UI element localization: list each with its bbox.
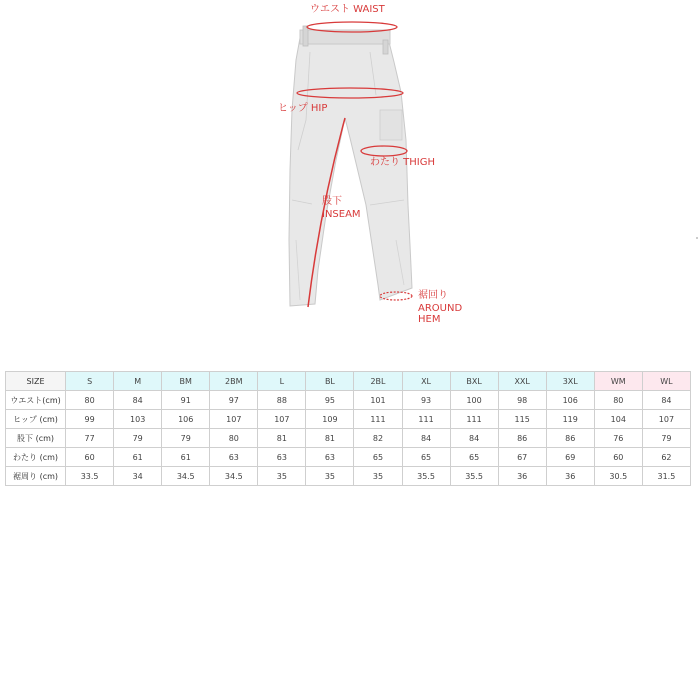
table-cell: 79: [162, 429, 210, 448]
header-cell: BM: [162, 372, 210, 391]
table-cell: 111: [402, 410, 450, 429]
table-cell: 107: [210, 410, 258, 429]
row-label: 股下 (cm): [6, 429, 66, 448]
table-cell: 79: [642, 429, 690, 448]
table-cell: 34: [114, 467, 162, 486]
cargo-pocket: [380, 110, 402, 140]
table-cell: 63: [210, 448, 258, 467]
table-row: [6, 467, 691, 486]
table-cell: 65: [450, 448, 498, 467]
header-cell: SIZE: [6, 372, 66, 391]
table-cell: 101: [354, 391, 402, 410]
table-cell: 99: [66, 410, 114, 429]
table-cell: 98: [498, 391, 546, 410]
table-cell: 97: [210, 391, 258, 410]
table-cell: 80: [594, 391, 642, 410]
header-cell: WM: [594, 372, 642, 391]
table-cell: 36: [498, 467, 546, 486]
pants-body: [289, 38, 412, 306]
table-cell: 103: [114, 410, 162, 429]
header-cell: WL: [642, 372, 690, 391]
table-cell: 60: [66, 448, 114, 467]
table-cell: 88: [258, 391, 306, 410]
table-cell: 61: [114, 448, 162, 467]
hem-label-jp: 裾回り: [418, 290, 448, 301]
header-cell: S: [66, 372, 114, 391]
table-cell: 80: [210, 429, 258, 448]
table-cell: 86: [546, 429, 594, 448]
table-cell: 61: [162, 448, 210, 467]
table-row: [6, 448, 691, 467]
table-cell: 80: [66, 391, 114, 410]
table-cell: 106: [162, 410, 210, 429]
stray-dot: [696, 237, 698, 239]
table-cell: 111: [354, 410, 402, 429]
hip-label: ヒップ HIP: [278, 103, 328, 114]
belt-loop-left: [303, 26, 308, 46]
table-cell: 76: [594, 429, 642, 448]
header-cell: L: [258, 372, 306, 391]
table-cell: 63: [306, 448, 354, 467]
table-cell: 67: [498, 448, 546, 467]
table-cell: 81: [306, 429, 354, 448]
table-cell: 107: [258, 410, 306, 429]
table-cell: 107: [642, 410, 690, 429]
row-label: ヒップ (cm): [6, 410, 66, 429]
belt-loop-right: [383, 40, 388, 54]
table-cell: 82: [354, 429, 402, 448]
table-cell: 93: [402, 391, 450, 410]
table-cell: 63: [258, 448, 306, 467]
table-cell: 33.5: [66, 467, 114, 486]
table-row: [6, 391, 691, 410]
table-cell: 34.5: [210, 467, 258, 486]
pants-illustration: [0, 0, 700, 340]
measurement-diagram: [0, 0, 700, 340]
table-cell: 115: [498, 410, 546, 429]
table-cell: 91: [162, 391, 210, 410]
table-cell: 60: [594, 448, 642, 467]
hem-label-en-2: HEM: [418, 314, 441, 325]
table-cell: 104: [594, 410, 642, 429]
table-cell: 62: [642, 448, 690, 467]
table-cell: 84: [450, 429, 498, 448]
header-cell: 3XL: [546, 372, 594, 391]
table-cell: 111: [450, 410, 498, 429]
header-cell: 2BM: [210, 372, 258, 391]
table-cell: 65: [402, 448, 450, 467]
inseam-label-jp: 股下: [322, 196, 342, 207]
table-cell: 100: [450, 391, 498, 410]
table-cell: 35: [354, 467, 402, 486]
table-cell: 35.5: [402, 467, 450, 486]
table-cell: 69: [546, 448, 594, 467]
row-label: ウエスト(cm): [6, 391, 66, 410]
table-cell: 86: [498, 429, 546, 448]
header-cell: M: [114, 372, 162, 391]
table-cell: 109: [306, 410, 354, 429]
table-cell: 77: [66, 429, 114, 448]
size-header-row: [6, 372, 691, 391]
size-chart-table: [5, 371, 691, 486]
table-cell: 36: [546, 467, 594, 486]
table-row: [6, 429, 691, 448]
row-label: わたり (cm): [6, 448, 66, 467]
table-cell: 65: [354, 448, 402, 467]
table-cell: 106: [546, 391, 594, 410]
header-cell: XXL: [498, 372, 546, 391]
table-cell: 34.5: [162, 467, 210, 486]
table-cell: 84: [402, 429, 450, 448]
table-cell: 84: [114, 391, 162, 410]
thigh-label: わたり THIGH: [370, 157, 436, 168]
header-cell: 2BL: [354, 372, 402, 391]
table-cell: 79: [114, 429, 162, 448]
header-cell: BL: [306, 372, 354, 391]
table-cell: 119: [546, 410, 594, 429]
table-cell: 35.5: [450, 467, 498, 486]
table-cell: 95: [306, 391, 354, 410]
header-cell: BXL: [450, 372, 498, 391]
row-label: 裾周り (cm): [6, 467, 66, 486]
table-cell: 35: [258, 467, 306, 486]
hem-label-en-1: AROUND: [418, 303, 463, 314]
table-cell: 35: [306, 467, 354, 486]
table-cell: 31.5: [642, 467, 690, 486]
table-cell: 81: [258, 429, 306, 448]
inseam-label-en: INSEAM: [322, 209, 361, 220]
table-cell: 30.5: [594, 467, 642, 486]
table-cell: 84: [642, 391, 690, 410]
table-row: [6, 410, 691, 429]
header-cell: XL: [402, 372, 450, 391]
waist-label: ウエスト WAIST: [310, 4, 385, 15]
